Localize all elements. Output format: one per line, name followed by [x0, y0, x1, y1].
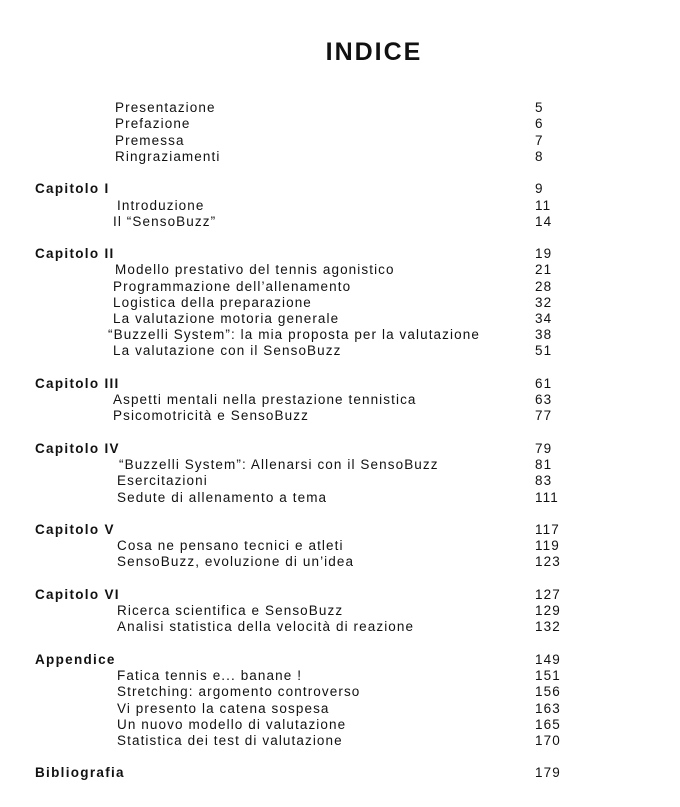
toc-entry [0, 538, 680, 554]
toc-entry-label: Fatica tennis e... banane ! [117, 668, 303, 683]
toc-entry-label: Presentazione [115, 100, 216, 115]
toc-entry-label: Modello prestativo del tennis agonistico [115, 262, 395, 277]
toc-entry [0, 279, 680, 295]
toc-entry-label: “Buzzelli System”: la mia proposta per la valutazione [108, 327, 480, 342]
toc-page-number: 165 [535, 717, 561, 732]
toc-section-heading [0, 587, 680, 603]
toc-entry [0, 603, 680, 619]
toc-entry [0, 295, 680, 311]
toc-page-number: 119 [535, 538, 560, 553]
toc-entry [0, 701, 680, 717]
toc-page-number: 9 [535, 181, 544, 196]
toc-entry [0, 733, 680, 749]
toc-entry-label: Analisi statistica della velocità di reazione [117, 619, 415, 634]
page-title: INDICE [325, 38, 423, 66]
toc-entry [0, 408, 680, 424]
toc-entry-label: Ricerca scientifica e SensoBuzz [117, 603, 344, 618]
toc-page-number: 170 [535, 733, 561, 748]
toc-page-number: 83 [535, 473, 553, 488]
toc-entry-label: Un nuovo modello di valutazione [117, 717, 347, 732]
toc-entry-label: “Buzzelli System”: Allenarsi con il SensoBuzz [119, 457, 439, 472]
toc-page-number: 63 [535, 392, 553, 407]
toc-entry-label: Sedute di allenamento a tema [117, 490, 328, 505]
toc-page-number: 21 [535, 262, 553, 277]
toc-entry-label: Bibliografia [35, 765, 125, 780]
toc-entry [0, 343, 680, 359]
toc-page-number: 6 [535, 116, 544, 131]
toc-page-number: 14 [535, 214, 553, 229]
toc-entry-label: La valutazione motoria generale [113, 311, 340, 326]
toc-entry [0, 198, 680, 214]
toc-entry-label: Capitolo VI [35, 587, 120, 602]
toc-page-number: 156 [535, 684, 561, 699]
toc-entry-label: Logistica della preparazione [113, 295, 312, 310]
toc-entry [0, 473, 680, 489]
toc-entry-label: Vi presento la catena sospesa [117, 701, 330, 716]
toc-section-heading [0, 652, 680, 668]
toc-entry-label: Programmazione dell’allenamento [113, 279, 352, 294]
toc-entry-label: Capitolo IV [35, 441, 120, 456]
toc-page-number: 5 [535, 100, 544, 115]
toc-page-number: 79 [535, 441, 553, 456]
toc-entry-label: Capitolo III [35, 376, 120, 391]
toc-entry [0, 490, 680, 506]
toc-entry [0, 668, 680, 684]
toc-page-number: 38 [535, 327, 553, 342]
toc-section-heading [0, 246, 680, 262]
toc-section-heading [0, 181, 680, 197]
toc-page-number: 149 [535, 652, 561, 667]
toc-entry-label: Esercitazioni [117, 473, 208, 488]
toc-entry-label: Psicomotricità e SensoBuzz [113, 408, 309, 423]
toc-entry-label: Statistica dei test di valutazione [117, 733, 343, 748]
toc-page-number: 11 [535, 198, 552, 213]
toc-entry [0, 262, 680, 278]
toc-entry-label: Cosa ne pensano tecnici e atleti [117, 538, 344, 553]
toc-page-number: 117 [535, 522, 560, 537]
toc-entry [0, 327, 680, 343]
toc-entry [0, 214, 680, 230]
toc-section-heading [0, 522, 680, 538]
toc-section-heading [0, 765, 680, 781]
toc-entry [0, 717, 680, 733]
toc-page-number: 129 [535, 603, 561, 618]
toc-entry [0, 392, 680, 408]
toc-entry-label: Capitolo II [35, 246, 115, 261]
toc-section-heading [0, 441, 680, 457]
toc-entry-label: Introduzione [117, 198, 205, 213]
toc-entry-label: Premessa [115, 133, 185, 148]
toc-entry-label: SensoBuzz, evoluzione di un’idea [117, 554, 355, 569]
toc-entry [0, 457, 680, 473]
toc-page-number: 28 [535, 279, 553, 294]
toc-entry-label: Aspetti mentali nella prestazione tennistica [113, 392, 417, 407]
toc-page-number: 34 [535, 311, 553, 326]
toc-page-number: 132 [535, 619, 561, 634]
toc-page-number: 19 [535, 246, 553, 261]
toc-entry-label: La valutazione con il SensoBuzz [113, 343, 342, 358]
toc-page-number: 77 [535, 408, 553, 423]
toc-page-number: 8 [535, 149, 544, 164]
toc-entry-label: Il “SensoBuzz” [113, 214, 217, 229]
toc-page-number: 179 [535, 765, 561, 780]
toc-entry [0, 684, 680, 700]
toc-page-number: 151 [535, 668, 561, 683]
toc-entry [0, 116, 680, 132]
toc-entry-label: Appendice [35, 652, 116, 667]
toc-entry [0, 149, 680, 165]
toc-page-number: 32 [535, 295, 553, 310]
toc-entry-label: Capitolo I [35, 181, 110, 196]
toc-entry-label: Stretching: argomento controverso [117, 684, 361, 699]
toc-page-number: 163 [535, 701, 561, 716]
toc-page-number: 61 [535, 376, 553, 391]
toc-page-number: 51 [535, 343, 553, 358]
toc-entry-label: Prefazione [115, 116, 191, 131]
toc-page-number: 127 [535, 587, 561, 602]
toc-page-number: 123 [535, 554, 561, 569]
toc-entry [0, 100, 680, 116]
toc-page-number: 7 [535, 133, 544, 148]
toc-entry [0, 311, 680, 327]
toc-entry [0, 554, 680, 570]
toc-section-heading [0, 376, 680, 392]
toc-entry-label: Ringraziamenti [115, 149, 221, 164]
toc-page-number: 111 [535, 490, 559, 505]
toc-entry [0, 619, 680, 635]
toc-entry-label: Capitolo V [35, 522, 115, 537]
toc-entry [0, 133, 680, 149]
toc-page-number: 81 [535, 457, 553, 472]
